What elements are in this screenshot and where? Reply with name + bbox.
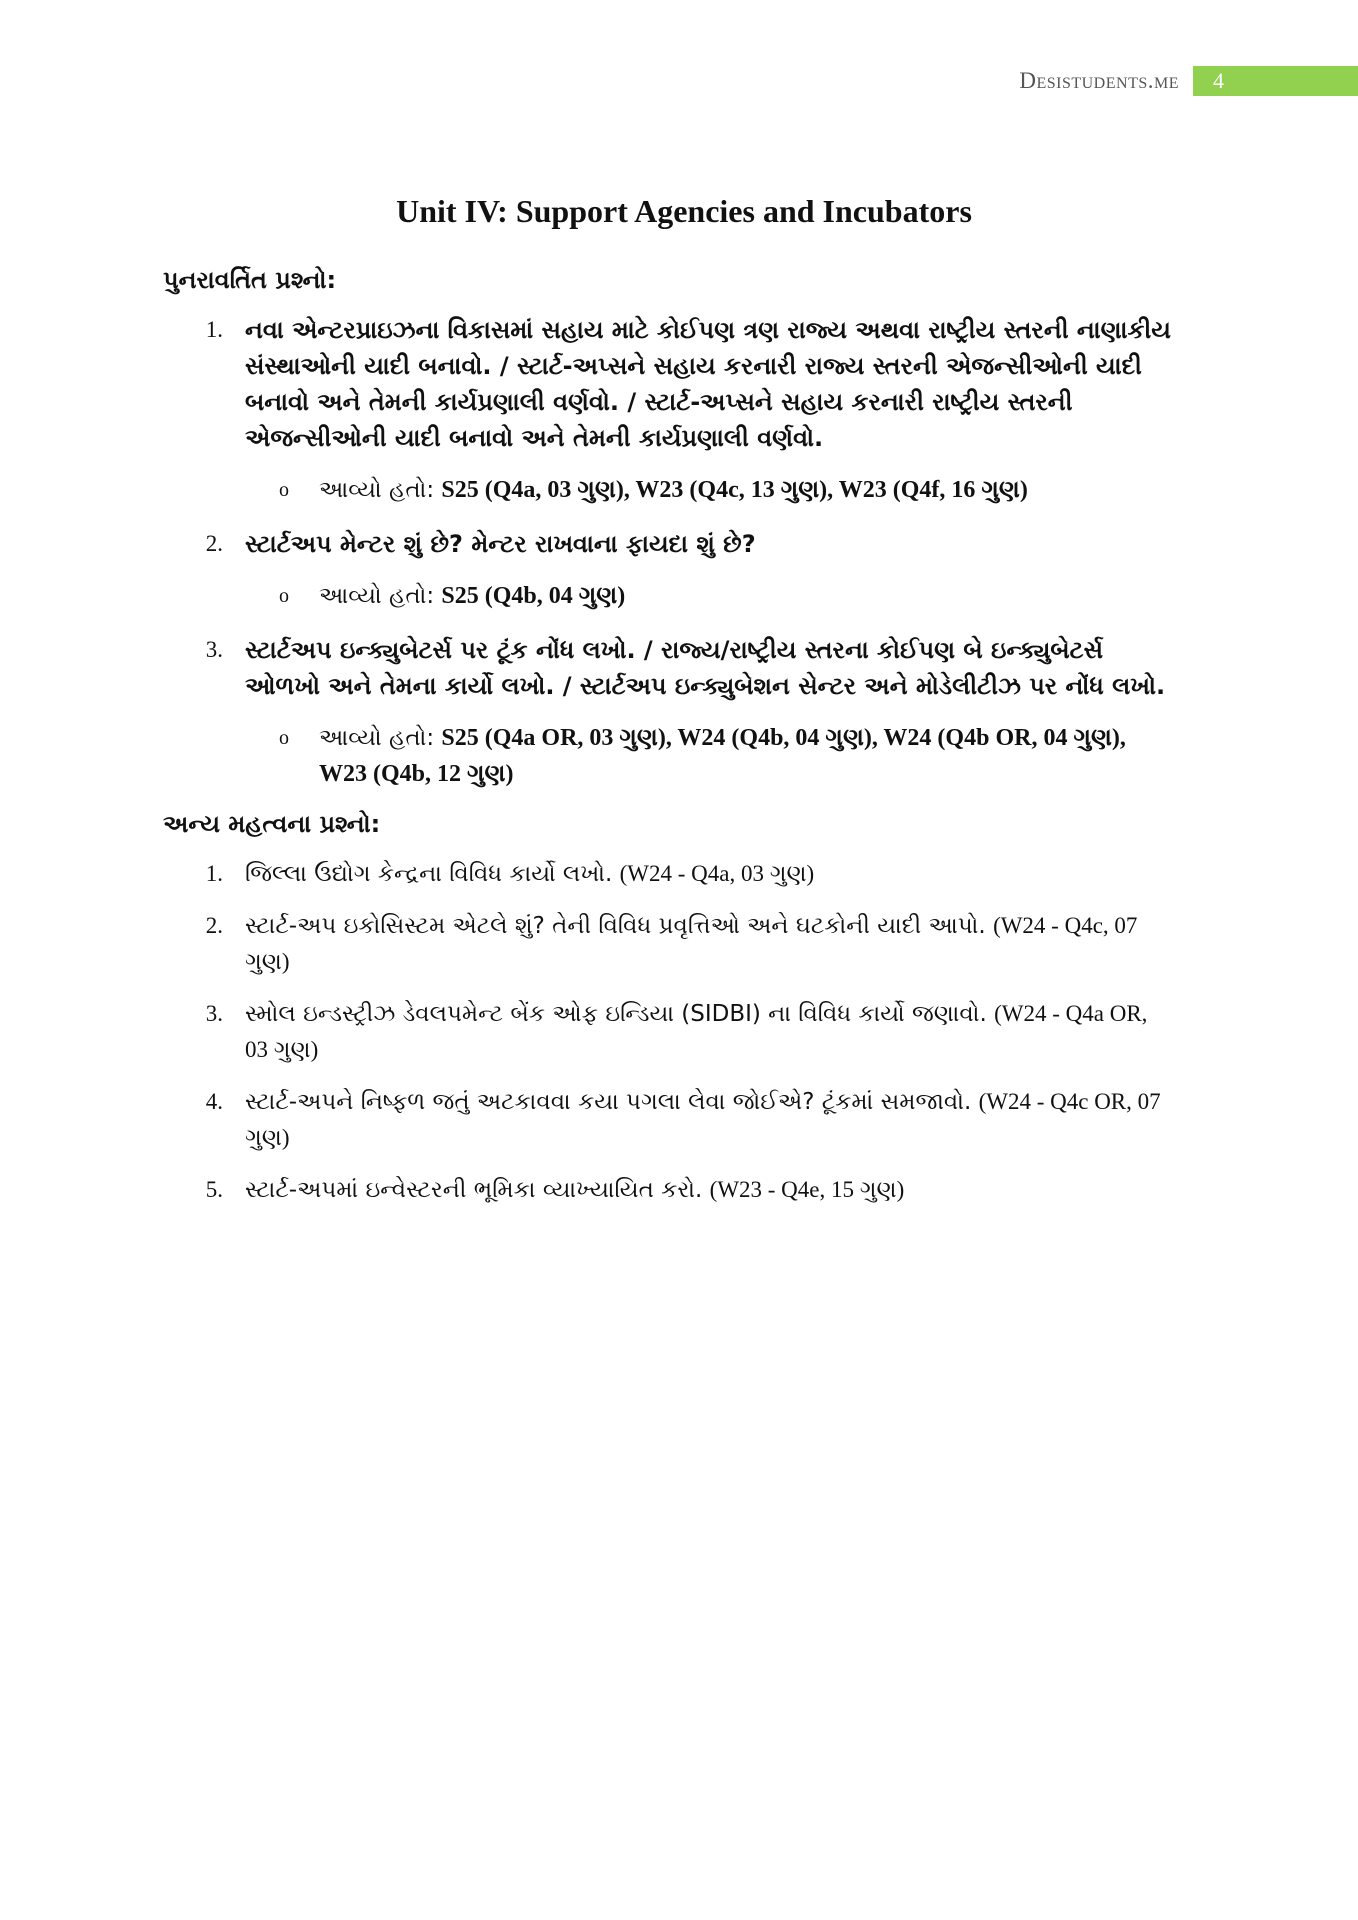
document-body: [163, 266, 1173, 1224]
bullet-icon: o: [279, 727, 289, 749]
question-text: સ્મોલ ઇન્ડસ્ટ્રીઝ ડેવલપમેન્ટ બેંક ઓફ ઇન્ડિયા (SIDBI) ના વિવિધ કાર્યો જણાવો.: [245, 1001, 987, 1027]
page-title: Unit IV: Support Agencies and Incubators: [396, 193, 972, 229]
repeated-question-3: [163, 632, 1173, 704]
question-number: 5.: [205, 1177, 223, 1202]
question-text: નવા એન્ટરપ્રાઇઝના વિકાસમાં સહાય માટે કોઈપણ ત્રણ રાજ્ય અથવા રાષ્ટ્રીય સ્તરની નાણાકીય સંસ્થાઓની યાદી બનાવો. / સ્ટાર્ટ-અપ્સને સહાય કરનારી રાજ્ય સ્તરની એજન્સીઓની યાદી બનાવો અને તેમની કાર્યપ્રણાલી વર્ણવો. / સ્ટાર્ટ-અપ્સને સહાય કરનારી રાષ્ટ્રીય સ્તરની એજન્સીઓની યાદી બનાવો અને તેમની કાર્યપ્રણાલી વર્ણવો.: [245, 316, 1171, 452]
question-number: 2.: [205, 531, 223, 556]
question-text: સ્ટાર્ટ-અપમાં ઇન્વેસ્ટરની ભૂમિકા વ્યાખ્યાયિત કરો.: [245, 1177, 703, 1203]
question-number: 1.: [205, 861, 223, 886]
question-text: સ્ટાર્ટ-અપ ઇકોસિસ્ટમ એટલે શું? તેની વિવિધ પ્રવૃત્તિઓ અને ઘટકોની યાદી આપો.: [245, 913, 986, 939]
question-ref: (W23 - Q4e, 15 ગુણ): [709, 1177, 905, 1202]
question-number: 3.: [205, 637, 223, 662]
page-header: [1019, 66, 1358, 96]
other-question-5: [163, 1172, 1173, 1208]
question-text: સ્ટાર્ટઅપ મેન્ટર શું છે? મેન્ટર રાખવાના ફાયદા શું છે?: [245, 530, 756, 558]
repeated-questions-heading: પુનરાવર્તિત પ્રશ્નો:: [163, 266, 337, 294]
question-ref: (W24 - Q4a, 03 ગુણ): [619, 861, 815, 886]
question-number: 3.: [205, 1001, 223, 1026]
asked-item-3: [163, 720, 1173, 792]
question-text: જિલ્લા ઉદ્યોગ કેન્દ્રના વિવિધ કાર્યો લખો.: [245, 861, 613, 887]
asked-label: આવ્યો હતો:: [319, 583, 435, 609]
asked-label: આવ્યો હતો:: [319, 477, 435, 503]
other-question-4: [163, 1084, 1173, 1156]
question-ref: (W24 - Q4c, 07 ગુણ): [245, 913, 1138, 974]
asked-label: આવ્યો હતો:: [319, 725, 435, 751]
repeated-question-2: [163, 526, 1173, 562]
question-ref: (W24 - Q4c OR, 07 ગુણ): [245, 1089, 1161, 1150]
site-name: Desistudents.me: [1019, 68, 1179, 93]
other-question-3: [163, 996, 1173, 1068]
bullet-icon: o: [279, 585, 289, 607]
repeated-question-1: [163, 312, 1173, 456]
question-number: 4.: [205, 1089, 223, 1114]
question-text: સ્ટાર્ટ-અપને નિષ્ફળ જતું અટકાવવા કયા પગલા લેવા જોઈએ? ટૂંકમાં સમજાવો.: [245, 1089, 972, 1115]
other-question-1: [163, 856, 1173, 892]
question-number: 1.: [205, 317, 223, 342]
asked-item-1: [163, 472, 1173, 508]
bullet-icon: o: [279, 479, 289, 501]
asked-refs: S25 (Q4a OR, 03 ગુણ), W24 (Q4b, 04 ગુણ), W24 (Q4b OR, 04 ગુણ), W23 (Q4b, 12 ગુણ): [319, 725, 1126, 787]
asked-refs: S25 (Q4b, 04 ગુણ): [441, 583, 626, 609]
page-number: 4: [1193, 66, 1358, 96]
other-question-2: [163, 908, 1173, 980]
question-ref: (W24 - Q4a OR, 03 ગુણ): [245, 1001, 1148, 1062]
asked-refs: S25 (Q4a, 03 ગુણ), W23 (Q4c, 13 ગુણ), W23 (Q4f, 16 ગુણ): [441, 477, 1028, 503]
other-questions-heading: અન્ય મહત્વના પ્રશ્નો:: [163, 810, 381, 838]
question-text: સ્ટાર્ટઅપ ઇન્ક્યુબેટર્સ પર ટૂંક નોંધ લખો. / રાજ્ય/રાષ્ટ્રીય સ્તરના કોઈપણ બે ઇન્ક્યુબેટર્સ ઓળખો અને તેમના કાર્યો લખો. / સ્ટાર્ટઅપ ઇન્ક્યુબેશન સેન્ટર અને મોડેલીટીઝ પર નોંધ લખો.: [245, 636, 1166, 700]
asked-item-2: [163, 578, 1173, 614]
question-number: 2.: [205, 913, 223, 938]
